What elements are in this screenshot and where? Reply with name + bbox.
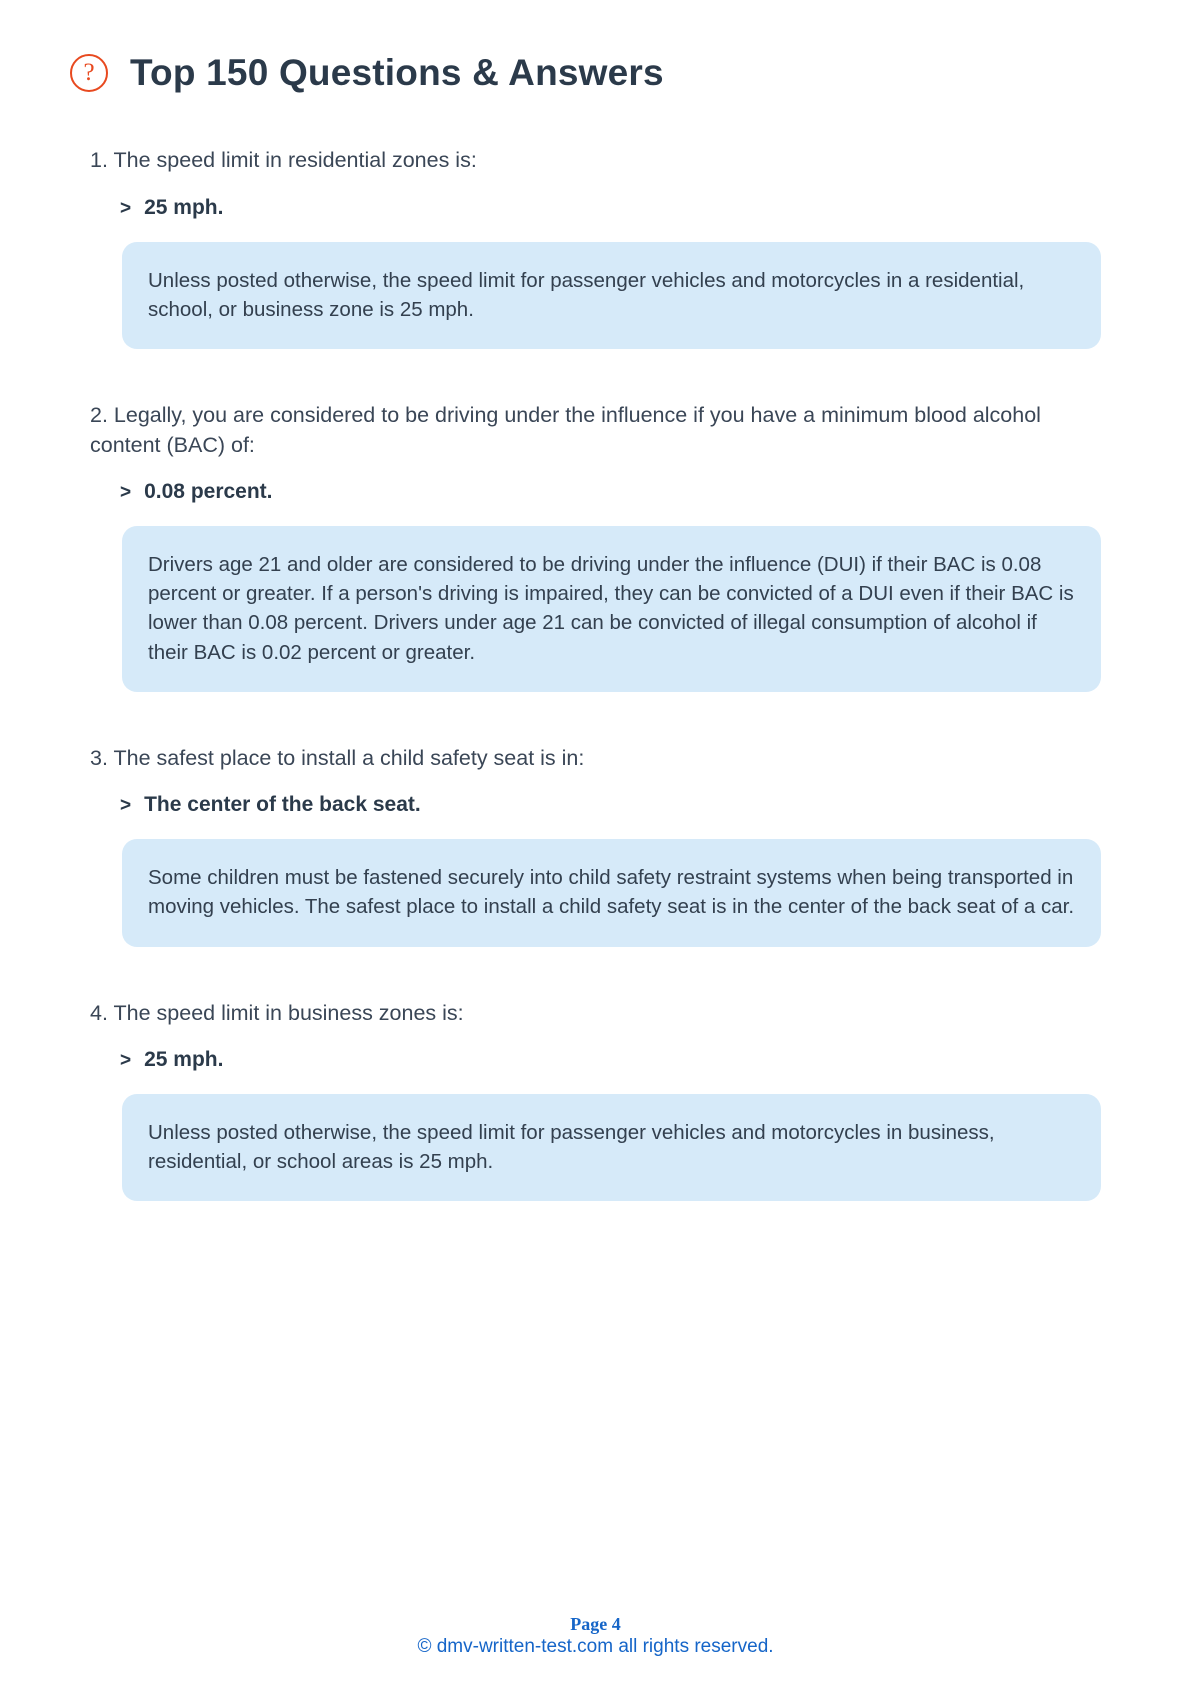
qa-block <box>70 401 1121 692</box>
question-text: 3. The safest place to install a child safety seat is in: <box>90 745 585 770</box>
explanation-box: Unless posted otherwise, the speed limit for passenger vehicles and motorcycles in business, residential, or school areas is 25 mph. <box>122 1094 1101 1201</box>
page-header <box>0 0 1191 94</box>
answer-marker-icon: > <box>120 197 132 219</box>
explanation-box: Drivers age 21 and older are considered to be driving under the influence (DUI) if their BAC is 0.08 percent or greater. If a person's driving is impaired, they can be convicted of a DUI even if their BAC is lower than 0.08 percent. Drivers under age 21 can be convicted of illegal consumption of alcohol if their BAC is 0.02 percent or greater. <box>122 526 1101 691</box>
copyright-text: © dmv-written-test.com all rights reserved. <box>417 1636 774 1658</box>
answer-marker-icon: > <box>120 1050 132 1072</box>
answer-text: 25 mph. <box>144 1048 224 1072</box>
explanation-box: Unless posted otherwise, the speed limit for passenger vehicles and motorcycles in a residential, school, or business zone is 25 mph. <box>122 242 1101 349</box>
qa-block <box>70 744 1121 947</box>
answer-row <box>120 196 1121 220</box>
page-title: Top 150 Questions & Answers <box>130 52 664 93</box>
qa-block <box>70 999 1121 1202</box>
answer-marker-icon: > <box>120 795 132 817</box>
question-text: 1. The speed limit in residential zones is: <box>90 148 477 172</box>
question-circle-icon: ? <box>70 54 108 92</box>
question-text: 2. Legally, you are considered to be driving under the influence if you have a minimum blood alcohol content (BAC) of: <box>90 402 1041 457</box>
page-footer <box>0 1613 1191 1660</box>
answer-text: The center of the back seat. <box>144 793 421 817</box>
answer-marker-icon: > <box>120 482 132 504</box>
answer-text: 0.08 percent. <box>144 480 273 504</box>
answer-row <box>120 1048 1121 1072</box>
answer-text: 25 mph. <box>144 195 224 219</box>
answer-row <box>120 480 1121 504</box>
question-text: 4. The speed limit in business zones is: <box>90 1000 464 1025</box>
explanation-box: Some children must be fastened securely into child safety restraint systems when being transported in moving vehicles. The safest place to install a child safety seat is in the center of the back seat of a car. <box>122 839 1101 946</box>
qa-block <box>70 146 1121 349</box>
answer-row <box>120 793 1121 817</box>
page-number: Page 4 <box>570 1613 621 1634</box>
questions-list <box>0 146 1191 1201</box>
